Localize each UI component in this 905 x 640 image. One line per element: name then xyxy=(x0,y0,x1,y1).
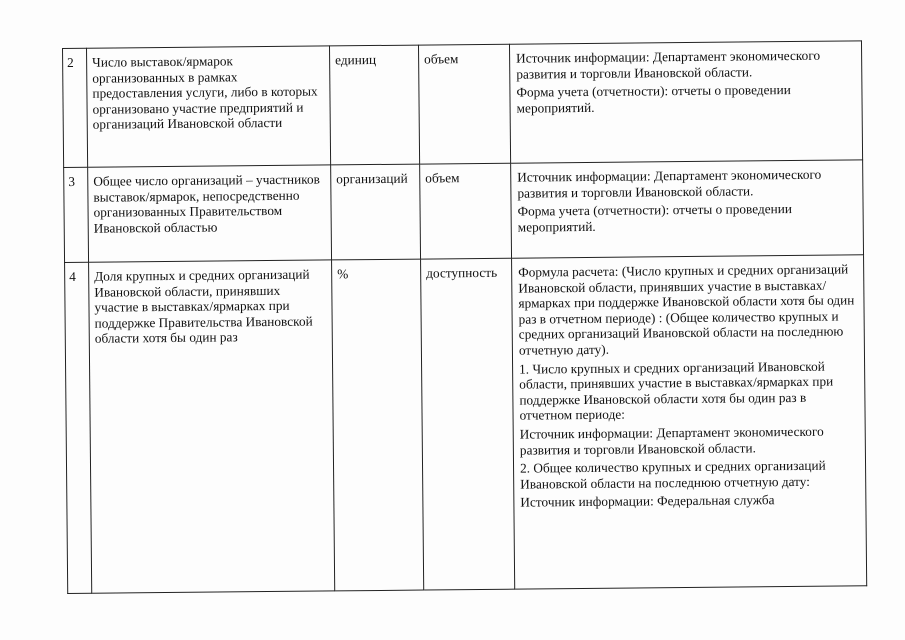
indicator-unit: единиц xyxy=(329,45,419,165)
indicator-source xyxy=(511,160,864,258)
indicator-type: доступность xyxy=(421,258,515,590)
source-paragraph: Источник информации: Департамент экономического развития и торговли Ивановской области. xyxy=(516,47,821,82)
table-row xyxy=(65,255,867,594)
indicator-unit: организаций xyxy=(331,164,421,260)
source-paragraph: Источник информации: Департамент экономического развития и торговли Ивановской области. xyxy=(519,423,824,458)
source-paragraph: Форма учета (отчетности): отчеты о проведении мероприятий. xyxy=(517,201,792,235)
row-number: 2 xyxy=(63,48,88,167)
indicator-source xyxy=(509,41,862,163)
indicators-table xyxy=(62,40,867,594)
row-number: 3 xyxy=(64,167,89,262)
indicator-name: Доля крупных и средних организаций Ивановской области, принявших участие в выставках/ярмарках при поддержке Правительства Ивановской области хотя бы один раз xyxy=(89,260,335,593)
source-paragraph: Источник информации: Департамент экономического развития и торговли Ивановской области. xyxy=(517,166,822,201)
source-paragraph: 2. Общее количество крупных и средних организаций Ивановской области на последнюю отчетную дату: xyxy=(519,457,826,492)
source-paragraph: Формула расчета: (Число крупных и средних организаций Ивановской области, принявших участие в выставках/ярмарках при поддержке Ивановской области хотя бы один раз в отчетном периоде) : (Общее количество крупных и средних организаций Ивановской области на последнюю отчетную дату). xyxy=(518,261,855,358)
scanned-table-area xyxy=(62,40,867,594)
indicator-type: объем xyxy=(420,163,512,259)
table-row xyxy=(64,160,864,263)
indicator-unit: % xyxy=(332,259,424,591)
indicator-name: Общее число организаций – участников выставок/ярмарок, непосредственно организованных Правительством Ивановской областью xyxy=(88,165,332,262)
source-paragraph: 1. Число крупных и средних организаций Ивановской области, принявших участие в выставках/ярмарках при поддержке Ивановской области хотя бы один раз в отчетном периоде: xyxy=(519,358,834,423)
indicator-type: объем xyxy=(418,44,510,164)
indicator-source xyxy=(512,255,867,589)
row-number: 4 xyxy=(65,262,92,593)
table-row xyxy=(63,41,863,168)
source-paragraph: Форма учета (отчетности): отчеты о проведении мероприятий. xyxy=(516,82,791,116)
source-paragraph: Источник информации: Федеральная служба xyxy=(520,492,775,510)
indicator-name: Число выставок/ярмарок организованных в рамках предоставления услуги, либо в которых организовано участие предприятий и организаций Ивановской области xyxy=(87,46,331,167)
